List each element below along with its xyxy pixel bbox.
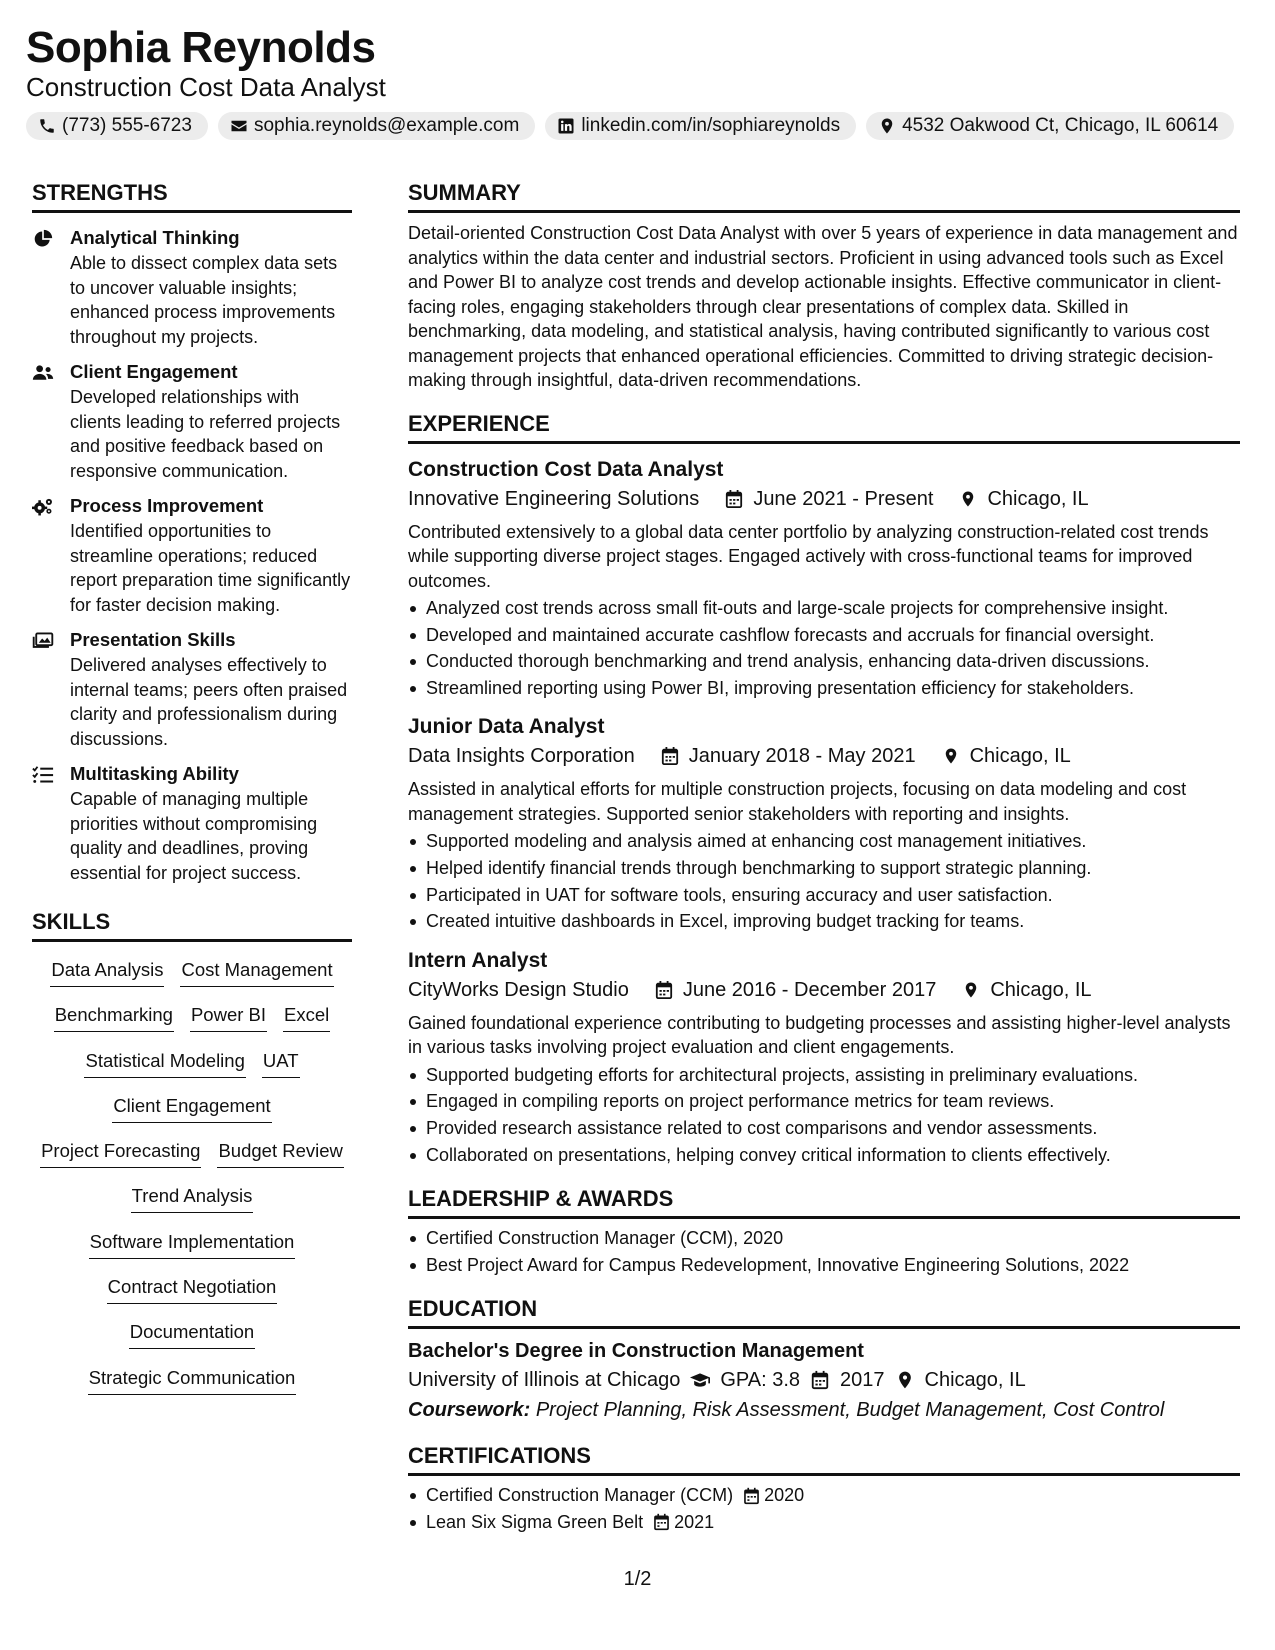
skill-row	[131, 1178, 254, 1223]
skill-tag: Power BI	[190, 1003, 267, 1032]
job-dates: June 2016 - December 2017	[682, 978, 937, 1001]
job-bullet: Collaborated on presentations, helping convey critical information to clients effectively.	[408, 1142, 1240, 1169]
job-bullet: Helped identify financial trends through benchmarking to support strategic planning.	[408, 855, 1240, 882]
right-column	[408, 178, 1240, 1536]
graduation-cap-icon	[690, 1370, 710, 1390]
strength-item	[32, 627, 352, 751]
strength-description: Developed relationships with clients leading to referred projects and positive feedback based on responsive communication.	[70, 387, 341, 481]
map-pin-icon	[962, 980, 980, 1000]
strength-description: Delivered analyses effectively to internal teams; peers often praised clarity and professionalism during discussions.	[70, 655, 348, 749]
summary-heading: SUMMARY	[408, 178, 1240, 213]
leadership-item: Certified Construction Manager (CCM), 2020	[408, 1225, 1240, 1252]
calendar-icon	[653, 1513, 670, 1531]
candidate-name: Sophia Reynolds	[26, 23, 376, 72]
job-bullets	[408, 595, 1240, 701]
certifications-heading: CERTIFICATIONS	[408, 1441, 1240, 1476]
certification-name: Lean Six Sigma Green Belt	[426, 1511, 644, 1532]
map-pin-icon	[942, 746, 960, 766]
job-bullet: Conducted thorough benchmarking and trend analysis, enhancing data-driven discussions.	[408, 648, 1240, 675]
map-pin-icon	[895, 1370, 915, 1390]
map-pin-icon	[878, 117, 896, 135]
certification-year: 2020	[764, 1485, 805, 1506]
job-title: Intern Analyst	[408, 948, 548, 972]
skill-tag: Cost Management	[180, 958, 333, 987]
skill-tag: Documentation	[129, 1320, 255, 1349]
resume-header	[26, 22, 1256, 140]
users-icon	[32, 363, 54, 383]
leadership-item: Best Project Award for Campus Redevelopment, Innovative Engineering Solutions, 2022	[408, 1252, 1240, 1279]
company-name: Data Insights Corporation	[408, 745, 635, 768]
leadership-heading: LEADERSHIP & AWARDS	[408, 1184, 1240, 1219]
education-heading: EDUCATION	[408, 1294, 1240, 1329]
candidate-title: Construction Cost Data Analyst	[26, 72, 386, 102]
strength-description: Capable of managing multiple priorities without compromising quality and deadlines, proving essential for project success.	[70, 789, 318, 883]
skill-row	[50, 952, 333, 997]
certification-name: Certified Construction Manager (CCM)	[426, 1485, 734, 1506]
skill-tag: Software Implementation	[89, 1230, 296, 1259]
strength-description: Identified opportunities to streamline operations; reduced report preparation time significantly for faster decision making.	[70, 521, 351, 615]
skills-heading: SKILLS	[32, 907, 352, 942]
strengths-heading: STRENGTHS	[32, 178, 352, 213]
experience-heading: EXPERIENCE	[408, 409, 1240, 444]
leadership-list	[408, 1225, 1240, 1278]
job-location: Chicago, IL	[987, 487, 1089, 510]
linkedin-icon	[557, 117, 575, 135]
skill-row	[112, 1088, 271, 1133]
company-name: CityWorks Design Studio	[408, 978, 629, 1001]
map-pin-icon	[959, 489, 977, 509]
certifications-list	[408, 1482, 1240, 1535]
calendar-icon	[661, 746, 679, 766]
page-number: 1/2	[623, 1568, 652, 1590]
job-meta	[408, 741, 1240, 771]
education-meta	[408, 1365, 1240, 1395]
job-title: Construction Cost Data Analyst	[408, 457, 724, 481]
skill-row	[54, 997, 331, 1042]
job-description: Gained foundational experience contributing to budgeting processes and assisting higher-level analysts in various tasks involving project evaluation and client engagements.	[408, 1012, 1231, 1058]
strength-item	[32, 493, 352, 617]
envelope-icon	[230, 117, 248, 135]
skill-row	[84, 1043, 299, 1088]
strength-item	[32, 359, 352, 483]
skill-tag: Trend Analysis	[131, 1184, 254, 1213]
contact-phone-text: (773) 555-6723	[62, 115, 192, 136]
pie-chart-icon	[32, 229, 54, 249]
strength-description: Able to dissect complex data sets to uncover valuable insights; enhanced process improvements throughout my projects.	[70, 253, 338, 347]
list-check-icon	[32, 765, 54, 785]
skill-tag: UAT	[262, 1049, 300, 1078]
contact-address-text: 4532 Oakwood Ct, Chicago, IL 60614	[902, 115, 1219, 136]
strength-title: Client Engagement	[70, 361, 238, 382]
skill-tag: Budget Review	[217, 1139, 343, 1168]
job-title: Junior Data Analyst	[408, 715, 605, 739]
contact-address[interactable]	[866, 112, 1234, 140]
job-bullet: Developed and maintained accurate cashflow forecasts and accruals for financial oversight.	[408, 622, 1240, 649]
skill-tag: Project Forecasting	[40, 1139, 201, 1168]
phone-icon	[38, 117, 56, 135]
company-name: Innovative Engineering Solutions	[408, 487, 700, 510]
job-entry	[408, 456, 1240, 702]
contact-email-text: sophia.reynolds@example.com	[253, 115, 520, 136]
strengths-list	[32, 225, 352, 885]
contact-phone[interactable]	[26, 112, 208, 140]
skill-tag: Data Analysis	[50, 958, 164, 987]
summary-text: Detail-oriented Construction Cost Data Analyst with over 5 years of experience in data management and analytics within the data center and industrial sectors. Proficient in using advanced tools such as Excel and Power BI to analyze cost trends and develop actionable insights. Effective communicator in client-facing roles, engaging stakeholders through clear presentations of complex data. Skilled in benchmarking, data modeling, and statistical analysis, having contributed significantly to various cost management projects that enhanced operational efficiencies. Committed to driving strategic decision-making through insightful, data-driven recommendations.	[408, 223, 1238, 390]
skill-tag: Contract Negotiation	[107, 1275, 278, 1304]
job-bullet: Created intuitive dashboards in Excel, improving budget tracking for teams.	[408, 908, 1240, 935]
strength-item	[32, 761, 352, 885]
skill-tag: Strategic Communication	[88, 1366, 297, 1395]
job-location: Chicago, IL	[969, 745, 1071, 768]
coursework-list: Project Planning, Risk Assessment, Budget Management, Cost Control	[535, 1399, 1165, 1422]
job-meta	[408, 484, 1240, 514]
job-bullet: Engaged in compiling reports on project performance metrics for team reviews.	[408, 1088, 1240, 1115]
job-bullet: Streamlined reporting using Power BI, improving presentation efficiency for stakeholders.	[408, 675, 1240, 702]
skill-row	[89, 1224, 296, 1269]
job-bullet: Supported modeling and analysis aimed at enhancing cost management initiatives.	[408, 828, 1240, 855]
certification-year: 2021	[674, 1511, 715, 1532]
job-meta	[408, 975, 1240, 1005]
skill-tag: Excel	[283, 1003, 330, 1032]
skill-row	[107, 1269, 278, 1314]
gears-icon	[32, 497, 54, 517]
certification-item	[408, 1482, 1240, 1509]
job-dates: June 2021 - Present	[753, 487, 934, 510]
graduation-year: 2017	[840, 1369, 885, 1392]
skills-list	[32, 952, 352, 1405]
skill-tag: Client Engagement	[112, 1094, 271, 1123]
strength-title: Process Improvement	[70, 495, 264, 516]
skill-tag: Statistical Modeling	[84, 1049, 245, 1078]
calendar-icon	[810, 1370, 830, 1390]
strength-title: Presentation Skills	[70, 629, 236, 650]
contact-email[interactable]	[218, 112, 535, 140]
contact-linkedin[interactable]	[545, 112, 856, 140]
job-description: Contributed extensively to a global data center portfolio by analyzing construction-related cost trends while supporting diverse project stages. Engaged actively with cross-functional teams for improved outcomes.	[408, 521, 1209, 591]
skill-row	[40, 1133, 344, 1178]
calendar-icon	[725, 489, 743, 509]
skill-tag: Benchmarking	[54, 1003, 174, 1032]
education-location: Chicago, IL	[924, 1369, 1026, 1392]
job-bullet: Provided research assistance related to cost comparisons and vendor assessments.	[408, 1115, 1240, 1142]
job-description: Assisted in analytical efforts for multiple construction projects, focusing on data modeling and cost management strategies. Supported senior stakeholders with reporting and insights.	[408, 779, 1187, 824]
job-bullet: Supported budgeting efforts for architectural projects, assisting in preliminary evaluations.	[408, 1062, 1240, 1089]
coursework	[408, 1395, 1240, 1425]
job-dates: January 2018 - May 2021	[688, 745, 916, 768]
strength-title: Analytical Thinking	[70, 227, 240, 248]
presentation-icon	[32, 631, 54, 651]
certification-item	[408, 1509, 1240, 1536]
job-entry	[408, 947, 1240, 1168]
degree-title: Bachelor's Degree in Construction Management	[408, 1340, 864, 1363]
school-name: University of Illinois at Chicago	[408, 1369, 681, 1392]
skill-row	[129, 1314, 255, 1359]
job-bullets	[408, 828, 1240, 934]
job-bullets	[408, 1062, 1240, 1168]
experience-list	[408, 456, 1240, 1169]
strength-item	[32, 225, 352, 349]
job-location: Chicago, IL	[990, 978, 1092, 1001]
contact-bar	[26, 112, 1256, 140]
calendar-icon	[655, 980, 673, 1000]
left-column	[32, 178, 352, 1405]
job-bullet: Analyzed cost trends across small fit-outs and large-scale projects for comprehensive insight.	[408, 595, 1240, 622]
coursework-label: Coursework:	[408, 1399, 531, 1422]
skill-row	[88, 1360, 297, 1405]
strength-title: Multitasking Ability	[70, 763, 239, 784]
gpa: GPA: 3.8	[720, 1369, 801, 1392]
job-bullet: Participated in UAT for software tools, ensuring accuracy and user satisfaction.	[408, 882, 1240, 909]
calendar-icon	[743, 1487, 760, 1505]
contact-linkedin-text: linkedin.com/in/sophiareynolds	[581, 115, 841, 136]
job-entry	[408, 713, 1240, 934]
